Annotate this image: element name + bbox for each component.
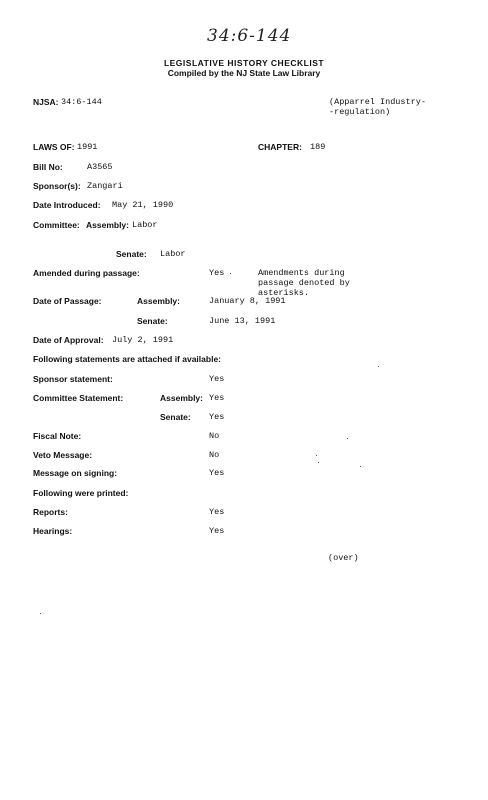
njsa-value: 34:6-144 bbox=[61, 97, 102, 107]
date-of-approval-value: July 2, 1991 bbox=[112, 335, 174, 345]
scan-speck bbox=[347, 438, 348, 439]
committee-label: Committee: bbox=[33, 220, 80, 230]
sponsors-label: Sponsor(s): bbox=[33, 181, 81, 191]
amended-value: Yes bbox=[209, 268, 225, 278]
over-note: (over) bbox=[328, 553, 359, 563]
scan-speck bbox=[40, 613, 41, 614]
passage-senate-label: Senate: bbox=[137, 316, 168, 326]
scan-speck bbox=[360, 466, 361, 467]
date-of-passage-label: Date of Passage: bbox=[33, 296, 102, 306]
fiscal-note-label: Fiscal Note: bbox=[33, 431, 82, 441]
committee-assembly-value: Labor bbox=[132, 220, 158, 230]
committee-statement-label: Committee Statement: bbox=[33, 393, 124, 403]
statements-heading: Following statements are attached if available: bbox=[33, 354, 221, 364]
bill-no-value: A3565 bbox=[87, 162, 113, 172]
committee-statement-senate-label: Senate: bbox=[160, 412, 191, 422]
reports-value: Yes bbox=[209, 507, 225, 517]
committee-statement-assembly-value: Yes bbox=[209, 393, 225, 403]
laws-of-value: 1991 bbox=[77, 142, 98, 152]
veto-message-label: Veto Message: bbox=[33, 450, 93, 460]
committee-statement-senate-value: Yes bbox=[209, 412, 225, 422]
committee-assembly-label: Assembly: bbox=[86, 220, 129, 230]
hearings-label: Hearings: bbox=[33, 526, 73, 536]
chapter-label: CHAPTER: bbox=[258, 142, 302, 152]
document-title: LEGISLATIVE HISTORY CHECKLIST bbox=[163, 58, 325, 68]
handwritten-statute-number: 34:6-144 bbox=[207, 26, 292, 46]
committee-senate-value: Labor bbox=[160, 249, 186, 259]
scan-speck bbox=[318, 462, 319, 463]
amended-note: Amendments during passage denoted by asterisks. bbox=[258, 268, 350, 298]
amended-label: Amended during passage: bbox=[33, 268, 140, 278]
scan-speck bbox=[316, 455, 317, 456]
passage-senate-value: June 13, 1991 bbox=[209, 316, 276, 326]
sponsors-value: Zangari bbox=[87, 181, 123, 191]
fiscal-note-value: No bbox=[209, 431, 220, 441]
laws-of-label: LAWS OF: bbox=[33, 142, 75, 152]
date-of-approval-label: Date of Approval: bbox=[33, 335, 104, 345]
scan-speck bbox=[378, 366, 379, 367]
scan-speck bbox=[230, 273, 231, 274]
sponsor-statement-value: Yes bbox=[209, 374, 225, 384]
reports-label: Reports: bbox=[33, 507, 68, 517]
sponsor-statement-label: Sponsor statement: bbox=[33, 374, 113, 384]
njsa-label: NJSA: bbox=[33, 97, 59, 107]
veto-message-value: No bbox=[209, 450, 220, 460]
message-on-signing-value: Yes bbox=[209, 468, 225, 478]
printed-heading: Following were printed: bbox=[33, 488, 129, 498]
passage-assembly-label: Assembly: bbox=[137, 296, 180, 306]
committee-statement-assembly-label: Assembly: bbox=[160, 393, 203, 403]
hearings-value: Yes bbox=[209, 526, 225, 536]
passage-assembly-value: January 8, 1991 bbox=[209, 296, 286, 306]
bill-no-label: Bill No: bbox=[33, 162, 63, 172]
committee-senate-label: Senate: bbox=[116, 249, 147, 259]
document-subtitle: Compiled by the NJ State Law Library bbox=[167, 68, 321, 78]
chapter-value: 189 bbox=[310, 142, 326, 152]
date-introduced-label: Date Introduced: bbox=[33, 200, 101, 210]
date-introduced-value: May 21, 1990 bbox=[112, 200, 174, 210]
njsa-topic: (Apparrel Industry--regulation) bbox=[329, 97, 426, 117]
message-on-signing-label: Message on signing: bbox=[33, 468, 118, 478]
